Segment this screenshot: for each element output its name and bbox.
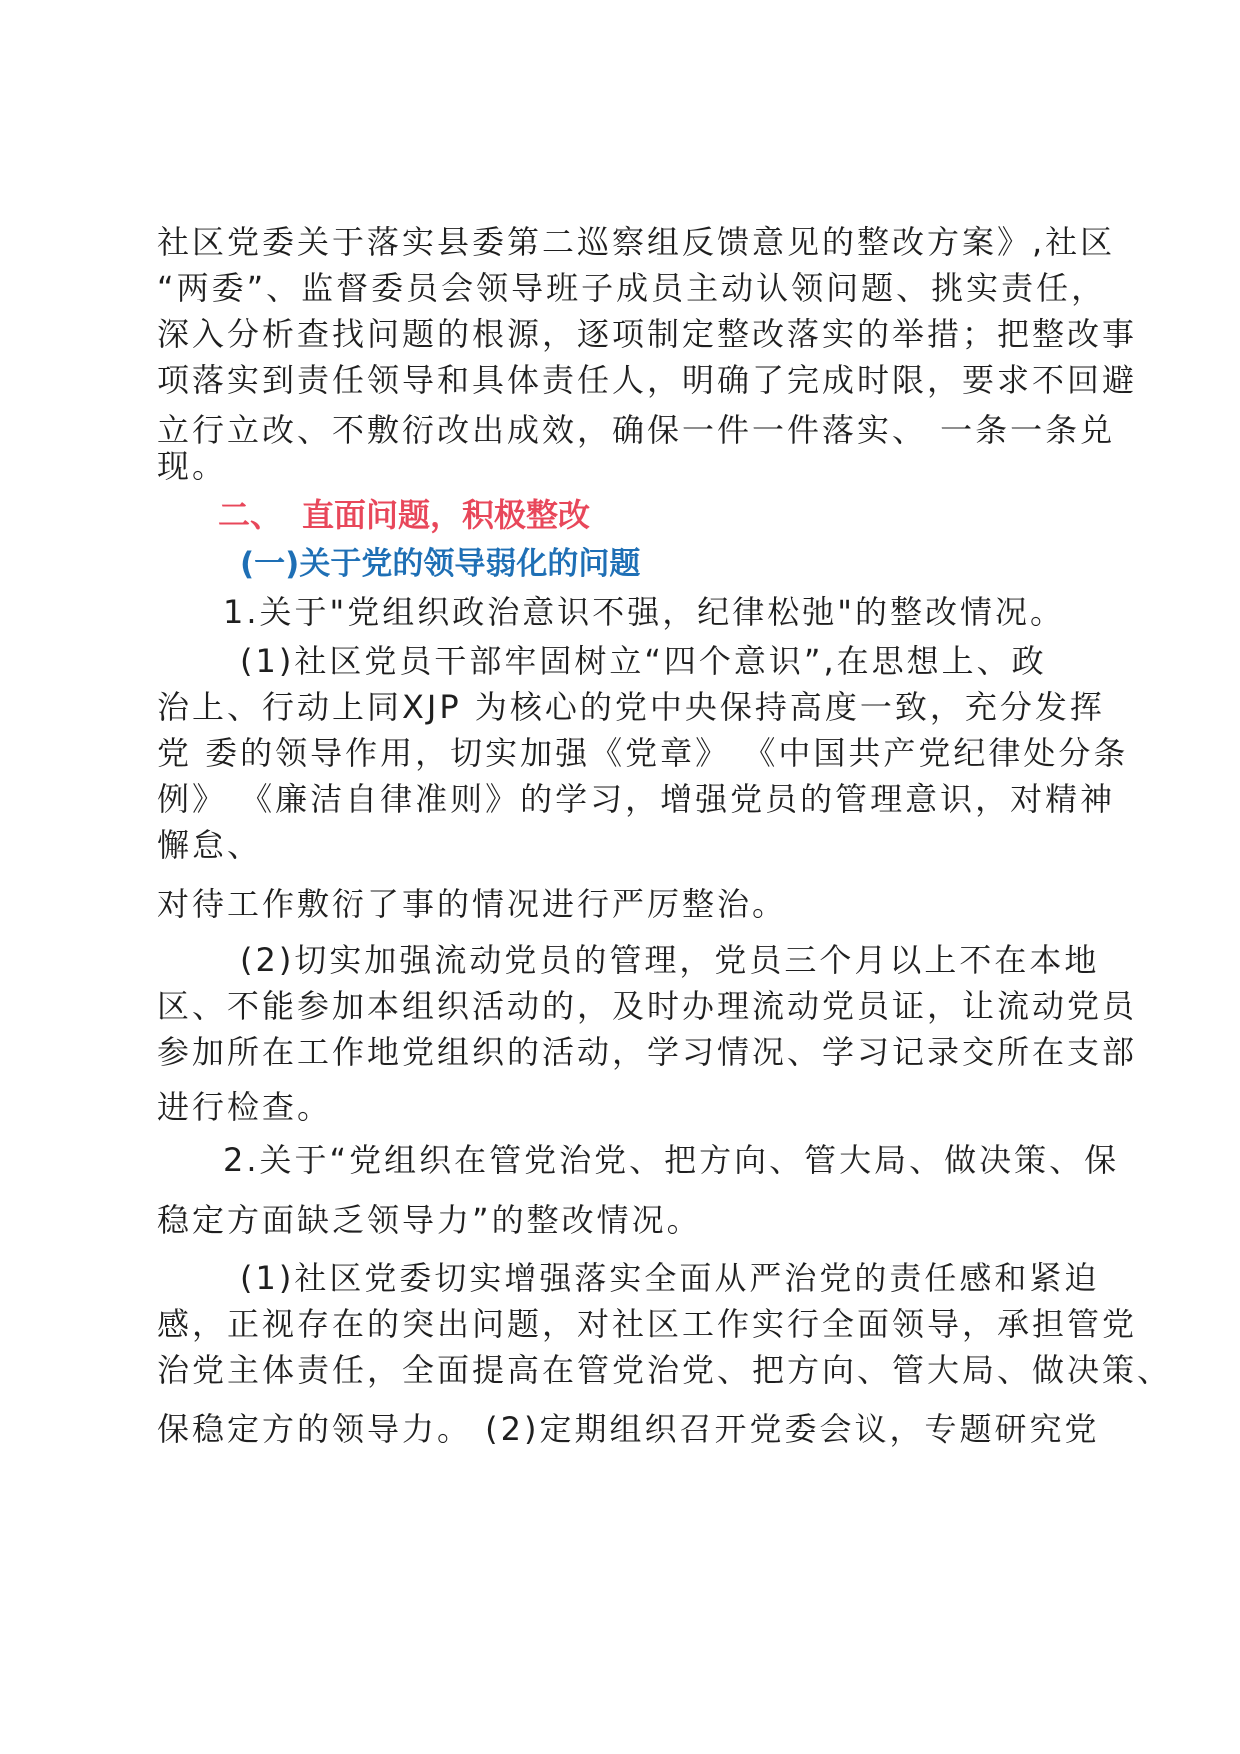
paragraph-line: (1)社区党员干部牢固树立“四个意识”,在思想上、政 [240, 642, 1047, 680]
paragraph-line: 感，正视存在的突出问题，对社区工作实行全面领导，承担管党 [157, 1305, 1138, 1343]
item-heading: 1.关于"党组织政治意识不强，纪律松弛"的整改情况。 [223, 593, 1065, 631]
paragraph-line: 项落实到责任领导和具体责任人，明确了完成时限，要求不回避 [157, 361, 1138, 399]
paragraph-line: 保稳定方的领导力。 (2)定期组织召开党委会议，专题研究党 [157, 1410, 1100, 1448]
paragraph-line: 深入分析查找问题的根源，逐项制定整改落实的举措；把整改事 [157, 315, 1138, 353]
paragraph-line: 懈怠、 [157, 826, 263, 864]
paragraph-line: 党 委的领导作用，切实加强《党章》 《中国共产党纪律处分条 [157, 734, 1129, 772]
paragraph-line: 社区党委关于落实县委第二巡察组反馈意见的整改方案》,社区 [157, 223, 1116, 261]
item-heading: 2.关于“党组织在管党治党、把方向、管大局、做决策、保 [223, 1141, 1120, 1179]
paragraph-line: 现。 [157, 447, 228, 485]
paragraph-line: 参加所在工作地党组织的活动，学习情况、学习记录交所在支部 [157, 1033, 1138, 1071]
paragraph-line: 区、不能参加本组织活动的，及时办理流动党员证，让流动党员 [157, 987, 1138, 1025]
paragraph-line: 稳定方面缺乏领导力”的整改情况。 [157, 1201, 702, 1239]
paragraph-line: (1)社区党委切实增强落实全面从严治党的责任感和紧迫 [240, 1259, 1100, 1297]
paragraph-line: 对待工作敷衍了事的情况进行严厉整治。 [157, 885, 788, 923]
paragraph-line: 立行立改、不敷衍改出成效，确保一件一件落实、 一条一条兑 [157, 411, 1116, 449]
paragraph-line: 治党主体责任，全面提高在管党治党、把方向、管大局、做决策、 [157, 1351, 1173, 1389]
section-number: 二、 [218, 496, 283, 534]
section-heading: 直面问题，积极整改 [302, 496, 591, 534]
paragraph-line: (2)切实加强流动党员的管理，党员三个月以上不在本地 [240, 941, 1100, 979]
subsection-heading: (一)关于党的领导弱化的问题 [240, 546, 641, 582]
paragraph-line: 进行检查。 [157, 1088, 333, 1126]
paragraph-line: 例》 《廉洁自律准则》的学习，增强党员的管理意识，对精神 [157, 780, 1116, 818]
paragraph-line: 治上、行动上同XJP 为核心的党中央保持高度一致，充分发挥 [157, 688, 1105, 726]
paragraph-line: “两委”、监督委员会领导班子成员主动认领问题、挑实责任， [157, 269, 1107, 307]
